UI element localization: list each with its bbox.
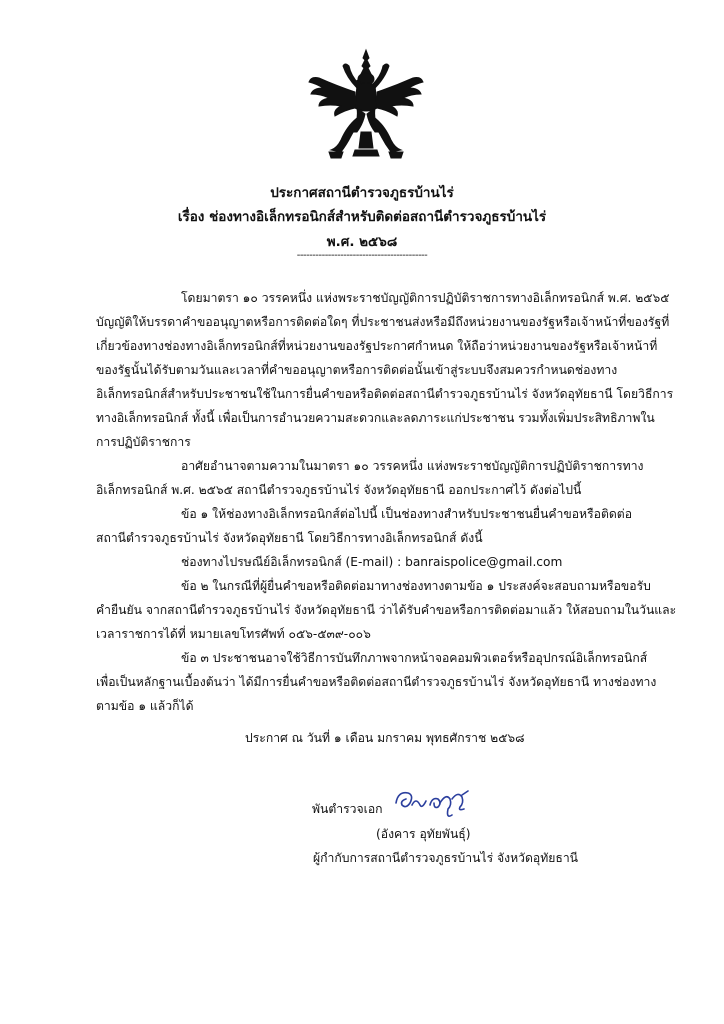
body-line: ข้อ ๑ ให้ช่องทางอิเล็กทรอนิกส์ต่อไปนี้ เป็นช่องทางสำหรับประชาชนยื่นคำขอหรือติดต่อ (181, 507, 633, 521)
body-line: การปฏิบัติราชการ (96, 435, 191, 449)
signatory-position: ผู้กำกับการสถานีตำรวจภูธรบ้านไร่ จังหวัดอุทัยธานี (313, 851, 579, 865)
body-line: ของรัฐนั้นได้รับตามวันและเวลาที่คำขออนุญาตหรือการติดต่อนั้นเข้าสู่ระบบจึงสมควรกำหนดช่องทาง (96, 363, 618, 377)
announcement-year: พ.ศ. ๒๕๖๘ (326, 234, 398, 250)
body-line: อิเล็กทรอนิกส์สำหรับประชาชนใช้ในการยื่นคำขอหรือติดต่อสถานีตำรวจภูธรบ้านไร่ จังหวัดอุทัยธานี โดยวิธีการ (96, 387, 674, 401)
announcement-title: ประกาศสถานีตำรวจภูธรบ้านไร่ (270, 185, 454, 201)
body-line: เพื่อเป็นหลักฐานเบื้องต้นว่า ได้มีการยื่นคำขอหรือติดต่อสถานีตำรวจภูธรบ้านไร่ จังหวัดอุทัยธานี ทางช่องทาง (96, 675, 657, 689)
body-line: ข้อ ๓ ประชาชนอาจใช้วิธีการบันทึกภาพจากหน้าจอคอมพิวเตอร์หรืออุปกรณ์อิเล็กทรอนิกส์ (181, 651, 648, 665)
email-channel: ช่องทางไปรษณีย์อิเล็กทรอนิกส์ (E-mail) : banraispolice@gmail.com (181, 555, 563, 569)
body-line: ข้อ ๒ ในกรณีที่ผู้ยื่นคำขอหรือติดต่อมาทางช่องทางตามข้อ ๑ ประสงค์จะสอบถามหรือขอรับ (181, 579, 651, 593)
body-line: ทางอิเล็กทรอนิกส์ ทั้งนี้ เพื่อเป็นการอำนวยความสะดวกและลดภาระแก่ประชาชน รวมทั้งเพิ่มประสิทธิภาพใน (96, 411, 655, 425)
body-line: สถานีตำรวจภูธรบ้านไร่ จังหวัดอุทัยธานี โดยวิธีการทางอิเล็กทรอนิกส์ ดังนี้ (96, 531, 483, 545)
body-line: บัญญัติให้บรรดาคำขออนุญาตหรือการติดต่อใดๆ ที่ประชาชนส่งหรือมีถึงหน่วยงานของรัฐหรือเจ้าหน้าที่ของรัฐที่ (96, 315, 670, 329)
announcement-subject: เรื่อง ช่องทางอิเล็กทรอนิกส์สำหรับติดต่อสถานีตำรวจภูธรบ้านไร่ (177, 209, 547, 225)
body-line: คำยืนยัน จากสถานีตำรวจภูธรบ้านไร่ จังหวัดอุทัยธานี ว่าได้รับคำขอหรือการติดต่อมาแล้ว ให้สอบถามในวันและ (96, 603, 677, 617)
heading-divider: ------------------------------------------ (296, 250, 428, 261)
body-line: อิเล็กทรอนิกส์ พ.ศ. ๒๕๖๕ สถานีตำรวจภูธรบ้านไร่ จังหวัดอุทัยธานี ออกประกาศไว้ ดังต่อไปนี้ (96, 483, 582, 497)
signatory-name: (อังคาร อุทัยพันธุ์) (376, 827, 471, 841)
body-line: เกี่ยวข้องทางช่องทางอิเล็กทรอนิกส์ที่หน่วยงานของรัฐประกาศกำหนด ให้ถือว่าหน่วยงานของรัฐหรือเจ้าหน้าที่ (96, 339, 658, 353)
body-line: อาศัยอำนาจตามความในมาตรา ๑๐ วรรคหนึ่ง แห่งพระราชบัญญัติการปฏิบัติราชการทาง (181, 459, 644, 473)
signature-icon (392, 785, 476, 821)
signatory-rank: พันตำรวจเอก (312, 802, 383, 816)
phone-number-line: เวลาราชการได้ที่ หมายเลขโทรศัพท์ ๐๕๖-๕๓๙-๐๐๖ (96, 627, 371, 641)
announcement-date: ประกาศ ณ วันที่ ๑ เดือน มกราคม พุทธศักราช ๒๕๖๘ (245, 731, 525, 745)
garuda-emblem-icon (307, 48, 425, 166)
body-line: โดยมาตรา ๑๐ วรรคหนึ่ง แห่งพระราชบัญญัติการปฏิบัติราชการทางอิเล็กทรอนิกส์ พ.ศ. ๒๕๖๕ (181, 291, 670, 305)
body-line: ตามข้อ ๑ แล้วก็ได้ (96, 699, 194, 713)
